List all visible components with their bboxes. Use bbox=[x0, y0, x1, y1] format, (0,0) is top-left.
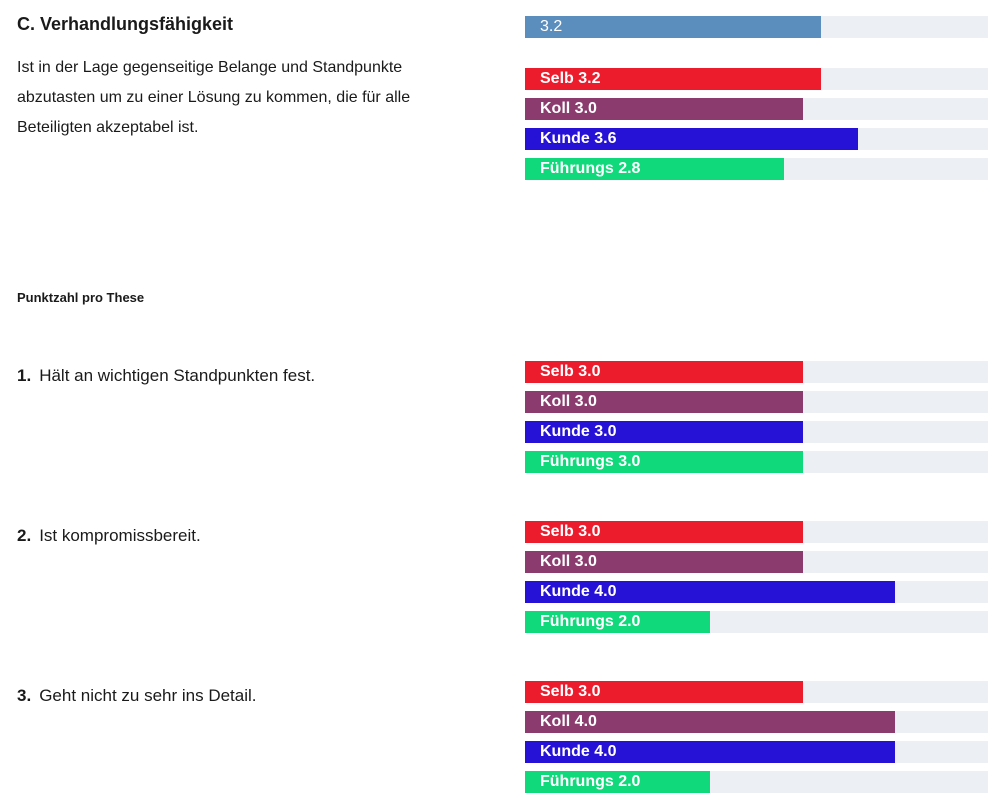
bar-label: Koll 3.0 bbox=[540, 393, 597, 410]
bar-label: 3.2 bbox=[540, 18, 563, 35]
bar-track bbox=[525, 581, 988, 603]
bar-kunde bbox=[525, 421, 803, 443]
section-description: Ist in der Lage gegenseitige Belange und Standpunkte abzutasten um zu einer Lösung zu kommen, die für alle Beteiligten akzeptabel ist. bbox=[17, 59, 411, 136]
statement-number: 2. bbox=[17, 526, 32, 545]
statement-2 bbox=[17, 526, 201, 546]
bar-koll bbox=[525, 98, 803, 120]
bar-label: Koll 4.0 bbox=[540, 713, 597, 730]
bar-label: Führungs 2.8 bbox=[540, 160, 641, 177]
bar-track bbox=[525, 98, 988, 120]
bar-label: Führungs 2.0 bbox=[540, 613, 641, 630]
bar-track bbox=[525, 611, 988, 633]
bar-fuehrungs bbox=[525, 158, 784, 180]
bar-koll bbox=[525, 391, 803, 413]
bar-track bbox=[525, 711, 988, 733]
bar-track bbox=[525, 361, 988, 383]
bar-selb bbox=[525, 68, 821, 90]
statement-number: 3. bbox=[17, 686, 32, 705]
bar-kunde bbox=[525, 128, 858, 150]
bar-selb bbox=[525, 521, 803, 543]
bar-label: Kunde 4.0 bbox=[540, 743, 617, 760]
bar-kunde bbox=[525, 741, 895, 763]
bar-track bbox=[525, 551, 988, 573]
bar-label: Selb 3.0 bbox=[540, 363, 601, 380]
bar-fuehrungs bbox=[525, 611, 710, 633]
bar-track bbox=[525, 391, 988, 413]
scores-heading: Punktzahl pro These bbox=[17, 290, 145, 305]
statement-text: Geht nicht zu sehr ins Detail. bbox=[39, 686, 257, 705]
bar-label: Kunde 3.6 bbox=[540, 130, 617, 147]
bar-label: Selb 3.2 bbox=[540, 70, 601, 87]
statement-text: Ist kompromissbereit. bbox=[39, 526, 201, 545]
bar-fuehrungs bbox=[525, 771, 710, 793]
bar-label: Koll 3.0 bbox=[540, 553, 597, 570]
statement-number: 1. bbox=[17, 366, 32, 385]
bar-track bbox=[525, 68, 988, 90]
bar-track bbox=[525, 681, 988, 703]
bar-koll bbox=[525, 551, 803, 573]
bar-label: Kunde 3.0 bbox=[540, 423, 617, 440]
bar-total bbox=[525, 16, 821, 38]
bar-label: Führungs 2.0 bbox=[540, 773, 641, 790]
bar-label: Koll 3.0 bbox=[540, 100, 597, 117]
bar-track bbox=[525, 521, 988, 543]
bar-track bbox=[525, 741, 988, 763]
bar-label: Kunde 4.0 bbox=[540, 583, 617, 600]
bar-label: Führungs 3.0 bbox=[540, 453, 641, 470]
bar-track bbox=[525, 16, 988, 38]
bar-koll bbox=[525, 711, 895, 733]
bar-track bbox=[525, 158, 988, 180]
bar-track bbox=[525, 451, 988, 473]
statement-1 bbox=[17, 366, 315, 386]
bar-kunde bbox=[525, 581, 895, 603]
bar-fuehrungs bbox=[525, 451, 803, 473]
bar-track bbox=[525, 771, 988, 793]
bar-label: Selb 3.0 bbox=[540, 523, 601, 540]
bar-selb bbox=[525, 361, 803, 383]
section-title: C. Verhandlungsfähigkeit bbox=[17, 14, 234, 34]
bar-track bbox=[525, 421, 988, 443]
bar-selb bbox=[525, 681, 803, 703]
statement-3 bbox=[17, 686, 257, 706]
bar-track bbox=[525, 128, 988, 150]
bar-label: Selb 3.0 bbox=[540, 683, 601, 700]
statement-text: Hält an wichtigen Standpunkten fest. bbox=[39, 366, 316, 385]
